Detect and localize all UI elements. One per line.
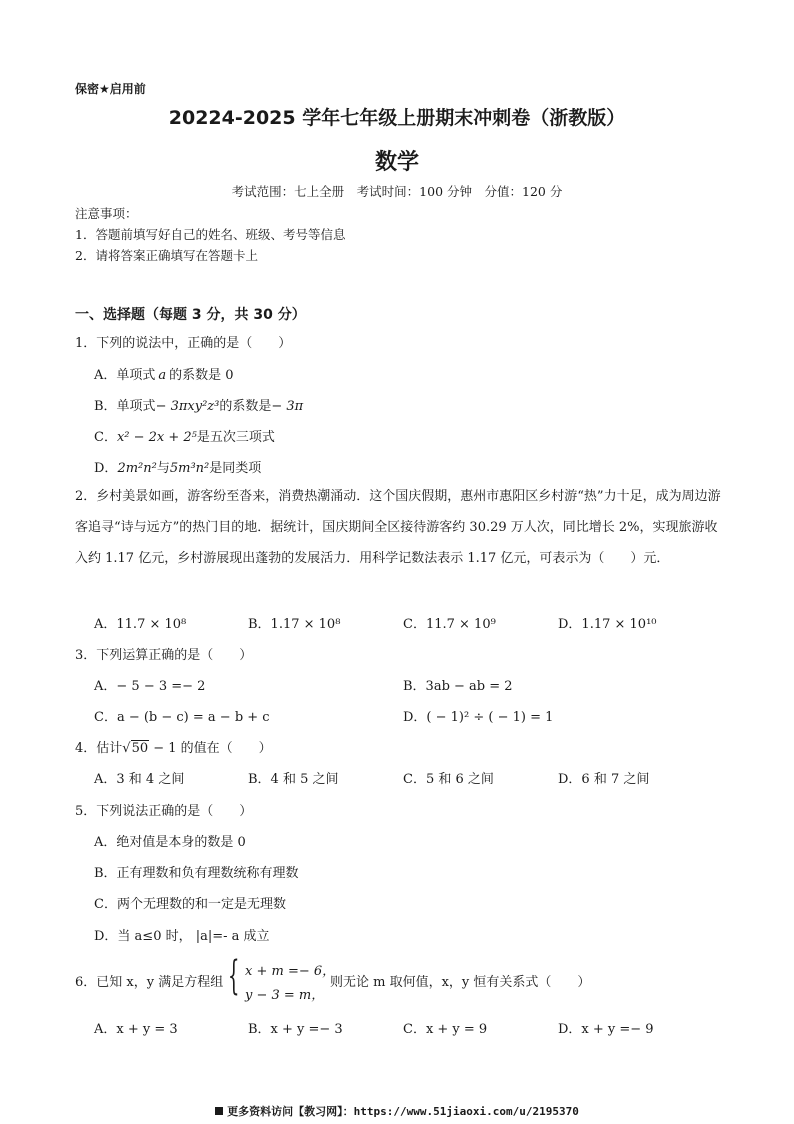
equation-2: y − 3 = m，: [245, 988, 325, 1003]
notes-heading: 注意事项：: [75, 206, 138, 221]
notes-block: [75, 203, 345, 266]
question-1-option-c: C．x² − 2x + 2⁵是五次三项式: [94, 430, 275, 445]
confidential-label: 保密★启用前: [75, 82, 146, 96]
question-4-option-d: D．6 和 7 之间: [558, 772, 650, 787]
question-3-option-a: A．− 5 − 3 =− 2: [94, 679, 206, 694]
exam-meta: 考试范围：七上全册 考试时间：100 分钟 分值：120 分: [231, 184, 563, 199]
question-4-option-b: B．4 和 5 之间: [248, 772, 339, 787]
question-6-stem-pre: 6．已知 x，y 满足方程组: [75, 975, 224, 990]
question-3-option-c: C．a − (b − c) = a − b + c: [94, 710, 270, 725]
question-3-option-b: B．3ab − ab = 2: [403, 679, 513, 694]
question-6-option-d: D．x + y =− 9: [558, 1022, 654, 1037]
question-3-stem: 3．下列运算正确的是（ ）: [75, 648, 253, 663]
question-5-option-b: B．正有理数和负有理数统称有理数: [94, 866, 299, 881]
question-2-option-b: B．1.17 × 10⁸: [248, 617, 341, 632]
question-6-stem-post: 则无论 m 取何值，x，y 恒有关系式（ ）: [330, 975, 591, 990]
question-5-option-d: D．当 a≤0 时， |a|=- a 成立: [94, 929, 270, 944]
question-1-option-d: D．2m²n²与5m³n²是同类项: [94, 461, 262, 476]
question-5-option-a: A．绝对值是本身的数是 0: [94, 835, 246, 850]
equation-1: x + m =− 6，: [245, 964, 336, 979]
footer-link[interactable]: 更多资料访问【教习网】：https://www.51jiaoxi.com/u/2195370: [0, 1103, 794, 1119]
question-6-option-a: A．x + y = 3: [94, 1022, 178, 1037]
section-heading: 一、选择题（每题 3 分，共 30 分）: [75, 307, 306, 323]
question-2-option-a: A．11.7 × 10⁸: [94, 617, 187, 632]
question-4-stem: 4．估计√50 − 1 的值在（ ）: [75, 741, 272, 756]
question-5-option-c: C．两个无理数的和一定是无理数: [94, 897, 286, 912]
subject-title: 数学: [374, 150, 419, 175]
flag-icon: [215, 1107, 223, 1115]
question-1-option-b: B．单项式− 3πxy²z³的系数是− 3π: [94, 399, 304, 414]
question-1-option-a: A．单项式 a 的系数是 0: [94, 368, 234, 383]
question-6-option-c: C．x + y = 9: [403, 1022, 488, 1037]
question-3-option-d: D．( − 1)² ÷ ( − 1) = 1: [403, 710, 554, 725]
question-2-option-d: D．1.17 × 10¹⁰: [558, 617, 657, 632]
question-5-stem: 5．下列说法正确的是（ ）: [75, 804, 253, 819]
question-6-option-b: B．x + y =− 3: [248, 1022, 343, 1037]
question-4-option-a: A．3 和 4 之间: [94, 772, 185, 787]
question-1-stem: 1．下列的说法中，正确的是（ ）: [75, 336, 292, 351]
equation-system-brace: {: [228, 953, 240, 999]
page-title: 20224-2025 学年七年级上册期末冲刺卷（浙教版）: [168, 107, 626, 129]
sqrt-radicand: 50: [131, 741, 149, 756]
notes-item: 2．请将答案正确填写在答题卡上: [75, 248, 258, 263]
question-2-option-c: C．11.7 × 10⁹: [403, 617, 496, 632]
notes-item: 1．答题前填写好自己的姓名、班级、考号等信息: [75, 227, 346, 242]
question-2-stem: 2．乡村美景如画，游客纷至沓来，消费热潮涌动．这个国庆假期，惠州市惠阳区乡村游“热”力十足，成为周边游客追寻“诗与远方”的热门目的地．据统计，国庆期间全区接待游客约 30.29 万人次，同比增长 2%，实现旅游收入约 1.17 亿元，乡村游展现出蓬勃的发展活力．用科学记数法表示 1.17 亿元，可表示为（ ）元．: [75, 489, 721, 566]
question-4-option-c: C．5 和 6 之间: [403, 772, 494, 787]
